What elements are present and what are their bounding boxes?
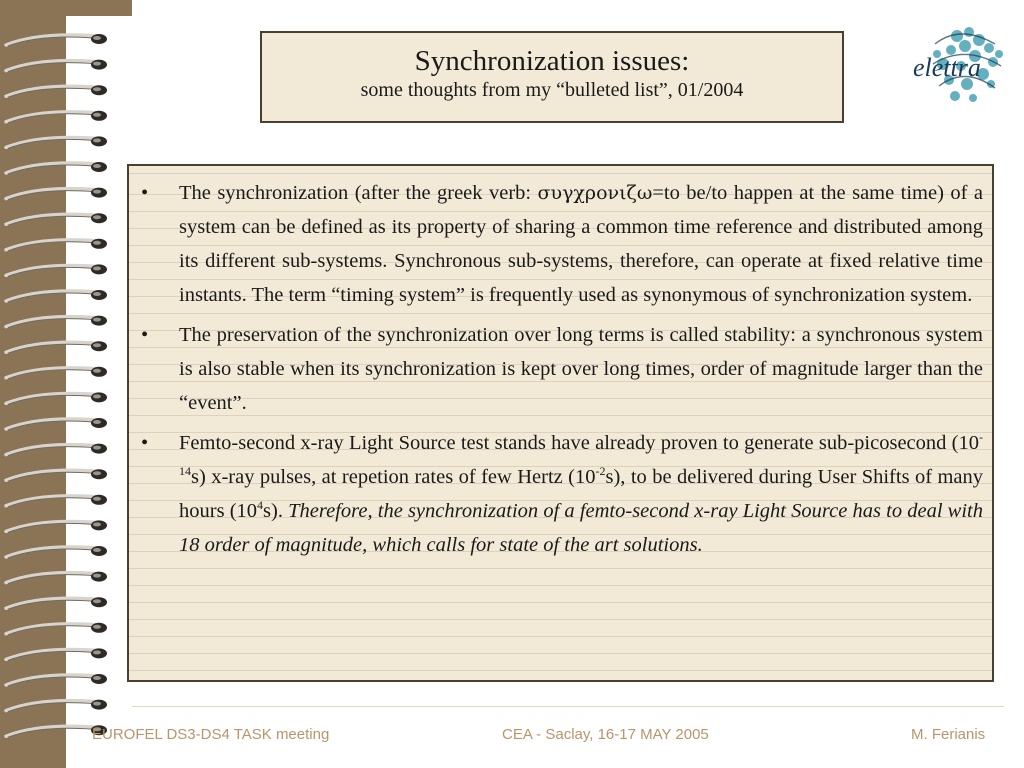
spiral-ring xyxy=(6,546,107,558)
spiral-ring xyxy=(6,162,107,174)
title-box xyxy=(260,31,844,123)
spiral-ring xyxy=(6,392,107,404)
spiral-ring xyxy=(6,572,107,584)
page-title: Synchronization issues: xyxy=(414,45,690,77)
bullet-3-text-b: s) x-ray pulses, at repetion rates of few Hertz (10 xyxy=(191,466,596,488)
spiral-ring xyxy=(6,60,107,72)
spiral-ring xyxy=(6,367,107,379)
spiral-ring xyxy=(6,444,107,456)
bullet-3-italic: Therefore, the synchronization of a femto-second x-ray Light Source has to deal with 18 order of magnitude, which calls for state of the art solutions. xyxy=(179,500,983,556)
spiral-ring xyxy=(6,85,107,97)
spiral-ring xyxy=(6,341,107,353)
spiral-ring xyxy=(6,597,107,609)
logo-text: elettra xyxy=(913,53,981,82)
spiral-ring xyxy=(6,674,107,686)
spiral-ring xyxy=(6,136,107,148)
spiral-rings xyxy=(0,0,132,768)
spiral-ring xyxy=(6,239,107,251)
spiral-ring xyxy=(6,623,107,635)
spiral-ring xyxy=(6,700,107,712)
spiral-ring xyxy=(6,34,107,46)
spiral-ring xyxy=(6,290,107,302)
bullet-marker: • xyxy=(141,182,149,204)
bullet-marker: • xyxy=(141,432,149,454)
exponent-3: 4 xyxy=(257,498,264,512)
bullet-list xyxy=(141,176,983,568)
exponent-1: -14 xyxy=(179,430,983,478)
greek-verb: συγχρονιζω xyxy=(537,182,653,204)
spiral-ring xyxy=(6,520,107,532)
elettra-logo-icon xyxy=(905,14,1010,109)
bullet-1-text-a: The synchronization (after the greek verb: xyxy=(179,182,538,204)
spiral-ring xyxy=(6,188,107,200)
bullet-3-text-c: s), to be delivered during User Shifts of many hours (10 xyxy=(179,466,984,522)
bullet-3-text-d: s). xyxy=(263,500,289,522)
spiral-ring xyxy=(6,648,107,660)
spiral-ring xyxy=(6,495,107,507)
footer-event: EUROFEL DS3-DS4 TASK meeting xyxy=(92,726,330,743)
spiral-ring xyxy=(6,469,107,481)
bullet-1-text-b: =to be/to happen at the same time) of a system can be defined as its property of sharing a common time reference and distributed among its different sub-systems. Synchronous sub-systems, therefore, can operate at fixed relative time instants. The term “timing system” is frequently used as synonymous of synchronization system. xyxy=(179,182,983,306)
spiral-ring xyxy=(6,111,107,123)
bullet-item-1 xyxy=(141,176,983,312)
bullet-3-text-a: Femto-second x-ray Light Source test stands have already proven to generate sub-picosecond (10 xyxy=(179,432,979,454)
spiral-ring xyxy=(6,213,107,225)
footer-author: M. Ferianis xyxy=(911,726,986,743)
footer-divider xyxy=(132,706,1004,707)
page-subtitle: some thoughts from my “bulleted list”, 01/2004 xyxy=(360,79,744,101)
content-box xyxy=(127,164,994,682)
footer-location-date: CEA - Saclay, 16-17 MAY 2005 xyxy=(502,726,709,743)
bullet-item-3 xyxy=(141,426,983,562)
bullet-2-text: The preservation of the synchronization over long terms is called stability: a synchronous system is also stable when its synchronization is kept over long times, order of magnitude larger than the “event”. xyxy=(179,324,983,414)
bullet-item-2 xyxy=(141,318,983,420)
bullet-marker: • xyxy=(141,324,149,346)
spiral-ring xyxy=(6,418,107,430)
spiral-ring xyxy=(6,264,107,276)
spiral-ring xyxy=(6,316,107,328)
exponent-2: -2 xyxy=(595,464,606,478)
